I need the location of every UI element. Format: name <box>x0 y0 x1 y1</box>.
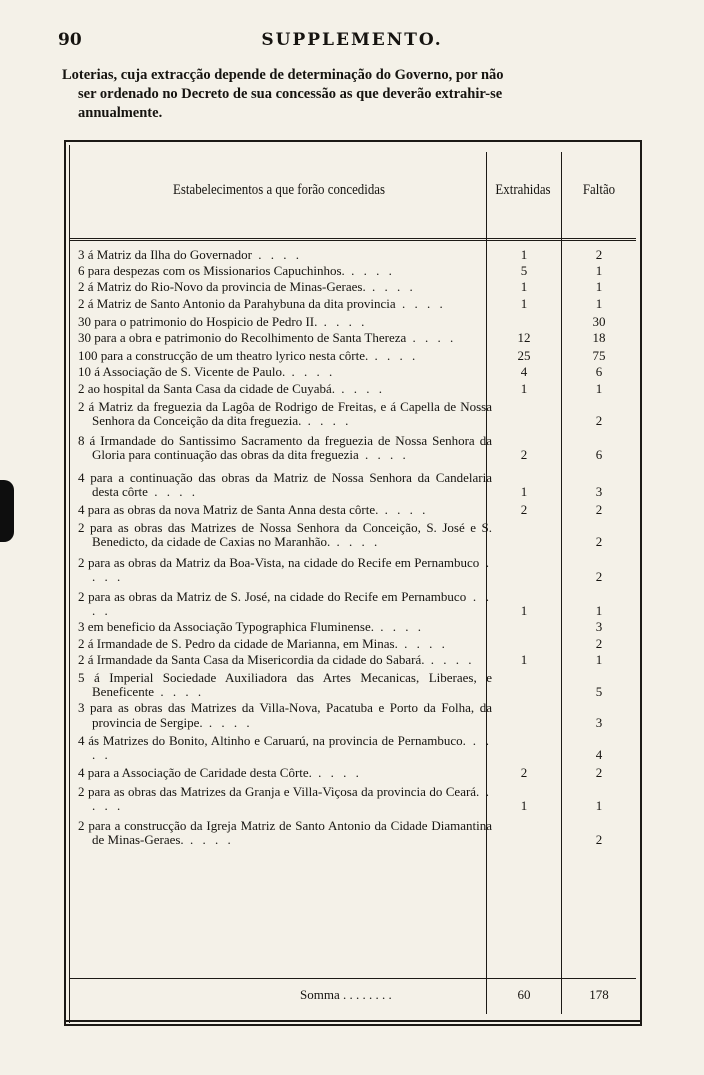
row-faltao: 1 <box>595 263 603 279</box>
row-faltao: 1 <box>595 279 603 295</box>
row-text: 4 para a continuação das obras da Matriz de Nossa Senhora da Candelaria desta côrte <box>78 469 492 499</box>
row-text: 2 á Matriz do Rio-Novo da provincia de Minas-Geraes. <box>78 279 366 295</box>
table-row <box>78 590 634 618</box>
row-extrahidas: 2 <box>520 447 528 463</box>
table-row <box>78 434 634 462</box>
leader-dots: . . . . <box>92 589 492 619</box>
leader-dots: . . . . <box>373 619 424 635</box>
row-extrahidas: 1 <box>520 380 528 396</box>
leader-dots: . . . . <box>92 554 492 584</box>
total-label: Somma . . . . . . . . <box>300 987 392 1002</box>
table-base-rule <box>64 1020 642 1022</box>
intro-line-2: ser ordenado no Decreto de sua concessão as que deverão extrahir-se <box>78 86 503 102</box>
row-description <box>78 297 492 311</box>
row-text: 2 para as obras das Matrizes da Granja e Villa-Viçosa da provincia do Ceará. <box>78 783 480 799</box>
row-faltao: 2 <box>595 413 603 429</box>
leader-dots: . . . . <box>92 732 493 763</box>
row-description <box>78 434 492 462</box>
leader-dots: . . . . <box>344 263 395 279</box>
leader-dots: . . . . <box>147 483 198 499</box>
header-extrahidas: Extrahidas <box>495 182 551 198</box>
row-text: 2 á Irmandade da Santa Casa da Misericordia da cidade do Sabará. <box>78 651 425 667</box>
table-row <box>78 503 634 517</box>
row-text: 30 para a obra e patrimonio do Recolhimento de Santa Thereza <box>78 330 407 346</box>
row-extrahidas: 4 <box>520 364 528 380</box>
leader-dots: . . . . <box>311 765 362 781</box>
row-extrahidas: 12 <box>517 330 531 346</box>
leader-dots: . . . . <box>424 651 475 667</box>
row-faltao: 18 <box>592 330 606 346</box>
row-faltao: 2 <box>595 534 603 550</box>
row-faltao: 6 <box>595 447 603 463</box>
row-text: 100 para a construcção de um theatro lyrico nesta côrte. <box>78 348 369 364</box>
row-extrahidas: 25 <box>517 348 531 364</box>
table-row <box>78 671 634 699</box>
row-description <box>78 315 492 329</box>
row-faltao: 1 <box>595 295 603 311</box>
row-text: 3 em beneficio da Associação Typographica Fluminense. <box>78 619 374 635</box>
row-description <box>78 365 492 379</box>
row-faltao: 75 <box>592 348 606 364</box>
leader-dots: . . . . <box>92 783 492 813</box>
header-faltao: Faltão <box>582 182 616 198</box>
row-description <box>78 637 492 651</box>
table-row <box>78 297 634 311</box>
row-description <box>78 701 492 729</box>
row-faltao: 3 <box>595 619 603 635</box>
intro-paragraph <box>62 66 640 123</box>
leader-dots: . . . . <box>154 684 205 700</box>
leader-dots: . . . . <box>378 502 429 518</box>
row-text: 2 para as obras das Matrizes de Nossa Senhora da Conceição, S. José e S. Benedicto, da cidade de Caxias no Maranhão. <box>78 520 492 550</box>
table-row <box>78 653 634 667</box>
intro-line-1: Loterias, cuja extracção depende de determinação do Governo, por não <box>62 67 504 83</box>
row-text: 2 para as obras da Matriz de S. José, na cidade do Recife em Pernambuco <box>78 589 467 605</box>
leader-dots: . . . . <box>358 447 409 463</box>
row-description <box>78 521 492 549</box>
row-faltao: 1 <box>595 651 603 667</box>
table-row <box>78 556 634 584</box>
row-description <box>78 819 492 847</box>
row-faltao: 3 <box>595 483 603 499</box>
leader-dots: . . . . <box>183 832 234 848</box>
table-row <box>78 734 634 762</box>
leader-dots: . . . . <box>202 714 253 730</box>
row-extrahidas: 1 <box>520 247 528 262</box>
row-extrahidas: 1 <box>520 651 528 667</box>
row-description <box>78 503 492 517</box>
table-row <box>78 264 634 278</box>
running-head: SUPPLEMENTO. <box>261 30 443 50</box>
row-text: 4 ás Matrizes do Bonito, Altinho e Caruarú, na provincia de Pernambuco. <box>78 732 466 748</box>
table-row <box>78 471 634 499</box>
table-row <box>78 365 634 379</box>
row-description <box>78 471 492 499</box>
table-body <box>78 246 634 847</box>
row-extrahidas: 2 <box>520 502 528 518</box>
table-row <box>78 521 634 549</box>
table-row <box>78 331 634 345</box>
header-estabelecimentos: Estabelecimentos a que forão concedidas <box>172 182 386 198</box>
leader-dots: . . . . <box>285 364 336 380</box>
row-text: 8 á Irmandade do Santissimo Sacramento da freguezia de Nossa Senhora da Gloria para continuação das obras da dita freguezia <box>78 433 492 463</box>
row-faltao: 1 <box>595 603 603 619</box>
table-row <box>78 280 634 294</box>
row-faltao: 2 <box>595 247 603 262</box>
table-row <box>78 620 634 634</box>
total-rule <box>70 978 636 979</box>
row-description <box>78 248 492 262</box>
leader-dots: . . . . <box>252 247 302 262</box>
table-row <box>78 400 634 428</box>
row-text: 30 para o patrimonio do Hospicio de Pedro II. <box>78 313 318 329</box>
row-text: 4 para a Associação de Caridade desta Côrte. <box>78 765 312 781</box>
table-row <box>78 315 634 329</box>
leader-dots: . . . . <box>395 295 446 311</box>
header-rule <box>70 238 636 241</box>
table-row <box>78 766 634 780</box>
leader-dots: . . . . <box>335 380 386 396</box>
row-description <box>78 620 492 634</box>
leader-dots: . . . . <box>406 330 457 346</box>
row-extrahidas: 1 <box>520 603 528 619</box>
row-faltao: 2 <box>595 502 603 518</box>
leader-dots: . . . . <box>397 635 448 651</box>
row-description <box>78 382 492 396</box>
table-row <box>78 382 634 396</box>
table-row <box>78 701 634 729</box>
leader-dots: . . . . <box>365 279 416 295</box>
row-description <box>78 556 492 584</box>
table-inner-left-rule <box>69 145 70 1023</box>
row-extrahidas: 1 <box>520 279 528 295</box>
row-extrahidas: 1 <box>520 797 528 813</box>
row-text: 2 para a construcção da Igreja Matriz de Santo Antonio da Cidade Diamantina de Minas-Geraes. <box>78 817 492 848</box>
table-row <box>78 637 634 651</box>
leader-dots: . . . . <box>368 348 419 364</box>
ink-blot <box>0 480 14 542</box>
row-text: 5 á Imperial Sociedade Auxiliadora das Artes Mecanicas, Liberaes, e Beneficente <box>78 670 492 700</box>
row-text: 3 á Matriz da Ilha do Governador <box>78 247 252 262</box>
row-extrahidas: 2 <box>520 765 528 781</box>
row-description <box>78 280 492 294</box>
row-extrahidas: 1 <box>520 483 528 499</box>
page-number: 90 <box>58 30 82 50</box>
row-faltao: 2 <box>595 568 603 584</box>
row-faltao: 30 <box>592 313 606 329</box>
row-description <box>78 590 492 618</box>
row-description <box>78 734 492 762</box>
row-text: 4 para as obras da nova Matriz de Santa Anna desta côrte. <box>78 502 379 518</box>
row-text: 2 para as obras da Matriz da Boa-Vista, na cidade do Recife em Pernambuco <box>78 554 480 570</box>
row-description <box>78 671 492 699</box>
table-row <box>78 248 634 262</box>
row-faltao: 1 <box>595 380 603 396</box>
row-text: 2 á Matriz de Santo Antonio da Parahybuna da dita provincia <box>78 295 396 311</box>
row-faltao: 6 <box>595 364 603 380</box>
row-faltao: 5 <box>595 684 603 700</box>
row-extrahidas: 1 <box>520 295 528 311</box>
row-text: 10 á Associação de S. Vicente de Paulo. <box>78 364 286 380</box>
row-description <box>78 264 492 278</box>
row-faltao: 1 <box>595 797 603 813</box>
row-text: 6 para despezas com os Missionarios Capuchinhos. <box>78 263 345 279</box>
row-faltao: 2 <box>595 832 603 848</box>
row-extrahidas: 5 <box>520 263 528 279</box>
row-description <box>78 331 492 345</box>
leader-dots: . . . . <box>301 413 352 429</box>
table-row <box>78 819 634 847</box>
row-faltao: 2 <box>595 765 603 781</box>
row-text: 3 para as obras das Matrizes da Villa-Nova, Pacatuba e Porto da Folha, da provincia de Sergipe. <box>78 700 492 730</box>
total-extrahidas: 60 <box>517 987 531 1002</box>
row-text: 2 ao hospital da Santa Casa da cidade de Cuyabá. <box>78 380 336 396</box>
total-faltao: 178 <box>589 987 609 1002</box>
leader-dots: . . . . <box>330 534 381 550</box>
table-row <box>78 785 634 813</box>
row-text: 2 á Matriz da freguezia da Lagôa de Rodrigo de Freitas, e á Capella de Nossa Senhora da Conceição da dita freguezia. <box>78 398 492 429</box>
leader-dots: . . . . <box>317 313 368 329</box>
row-description <box>78 653 492 667</box>
row-description <box>78 400 492 428</box>
row-description <box>78 349 492 363</box>
row-faltao: 3 <box>595 714 603 730</box>
row-faltao: 4 <box>595 747 603 763</box>
row-text: 2 á Irmandade de S. Pedro da cidade de Marianna, em Minas. <box>78 635 398 651</box>
table-row <box>78 349 634 363</box>
row-description <box>78 785 492 813</box>
row-description <box>78 766 492 780</box>
intro-line-3: annualmente. <box>78 105 163 121</box>
row-faltao: 2 <box>595 635 603 651</box>
